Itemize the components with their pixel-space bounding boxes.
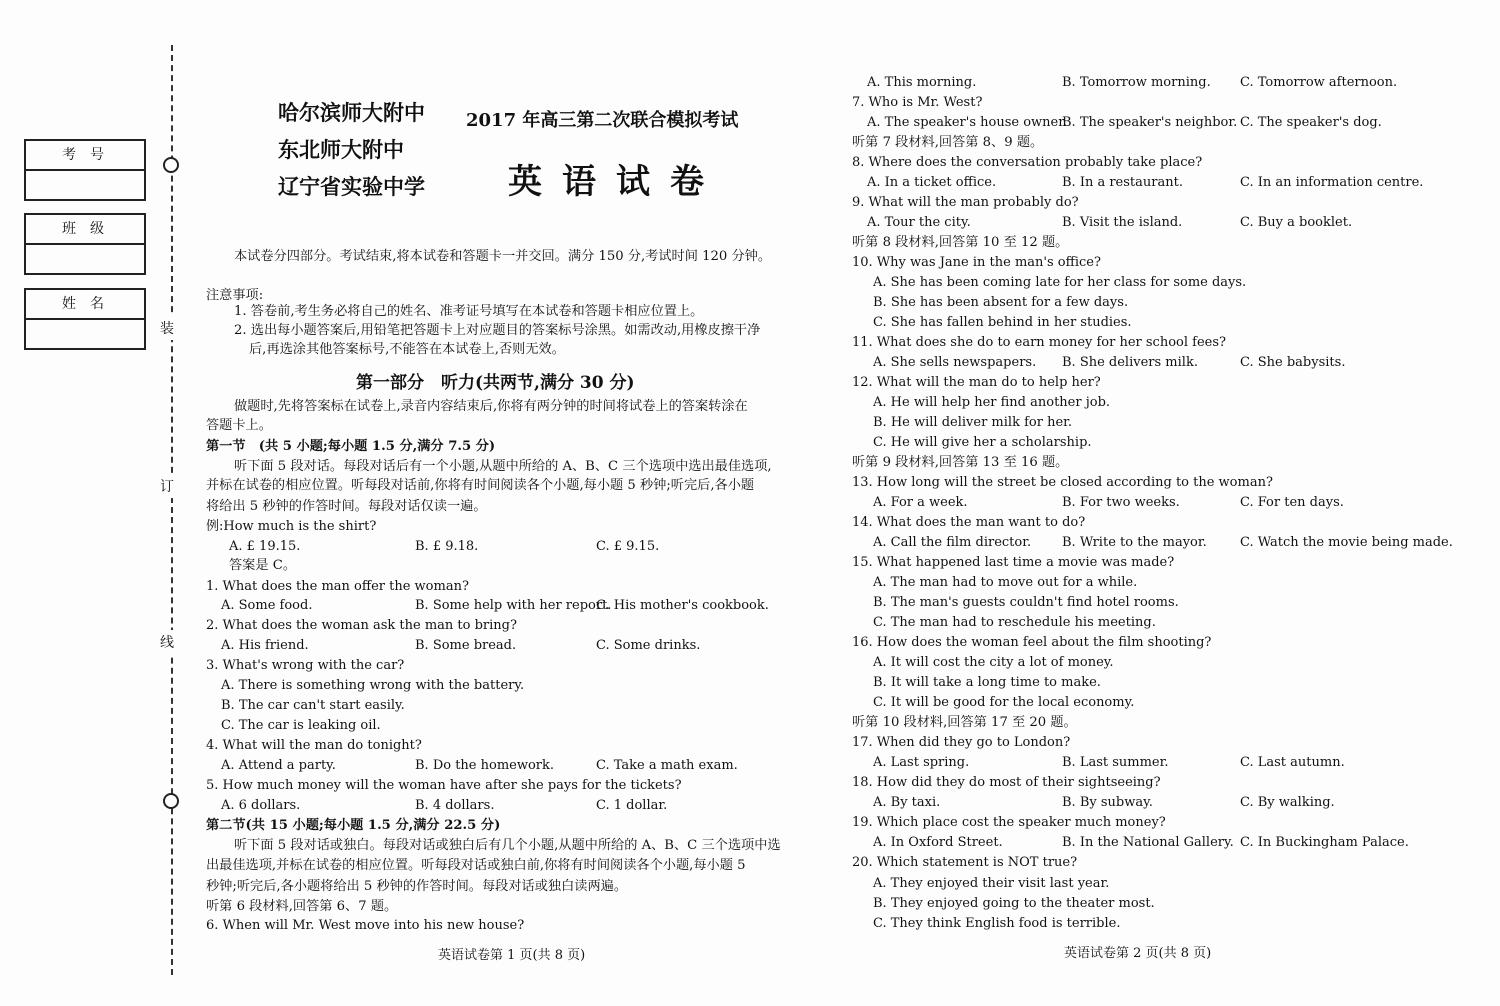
section2-instruction: 听下面 5 段对话或独白。每段对话或独白后有几个小题,从题中所给的 A、B、C 三个选项中选 [234, 838, 781, 853]
binding-char-ding: 订 [160, 474, 174, 498]
option: B. The car can't start easily. [221, 698, 405, 713]
option: C. Tomorrow afternoon. [1240, 75, 1398, 90]
option: A. He will help her find another job. [873, 395, 1111, 410]
binding-hole-icon [163, 793, 179, 809]
question: 8. Where does the conversation probably take place? [852, 155, 1203, 170]
option: B. Write to the mayor. [1062, 535, 1207, 550]
section1-instruction: 并标在试卷的相应位置。听每段对话前,你将有时间阅读各个小题,每小题 5 秒钟;听完后,各小题 [206, 478, 755, 493]
exam-title: 2017 年高三第二次联合模拟考试 [466, 110, 739, 131]
option: A. In Oxford Street. [873, 835, 1003, 850]
question: 10. Why was Jane in the man's office? [852, 255, 1101, 270]
material-heading: 听第 10 段材料,回答第 17 至 20 题。 [852, 715, 1077, 730]
option: A. In a ticket office. [867, 175, 997, 190]
section2-title: 第二节(共 15 小题;每小题 1.5 分,满分 22.5 分) [206, 818, 501, 833]
option: C. She babysits. [1240, 355, 1346, 370]
exam-number-box [24, 139, 146, 201]
option: B. Last summer. [1062, 755, 1169, 770]
option: B. In a restaurant. [1062, 175, 1183, 190]
page-footer-left: 英语试卷第 1 页(共 8 页) [438, 948, 586, 963]
binding-char-xian: 线 [160, 630, 174, 654]
question: 12. What will the man do to help her? [852, 375, 1101, 390]
question: 14. What does the man want to do? [852, 515, 1086, 530]
question: 3. What's wrong with the car? [206, 658, 405, 673]
binding-hole-icon [163, 157, 179, 173]
name-label: 姓名 [26, 290, 144, 320]
option: A. They enjoyed their visit last year. [873, 876, 1110, 891]
question: 4. What will the man do tonight? [206, 738, 422, 753]
option: A. £ 19.15. [229, 539, 301, 554]
material-heading: 听第 6 段材料,回答第 6、7 题。 [206, 899, 398, 914]
option: C. In Buckingham Palace. [1240, 835, 1409, 850]
part1-instruction: 答题卡上。 [206, 418, 272, 433]
material-heading: 听第 9 段材料,回答第 13 至 16 题。 [852, 455, 1069, 470]
material-heading: 听第 7 段材料,回答第 8、9 题。 [852, 135, 1044, 150]
option: B. £ 9.18. [415, 539, 479, 554]
option: A. It will cost the city a lot of money. [873, 655, 1114, 670]
option: C. His mother's cookbook. [596, 598, 769, 613]
part1-instruction: 做题时,先将答案标在试卷上,录音内容结束后,你将有两分钟的时间将试卷上的答案转涂在 [234, 399, 748, 414]
exam-number-label: 考号 [26, 141, 144, 171]
option: B. Tomorrow morning. [1062, 75, 1211, 90]
option: B. The speaker's neighbor. [1062, 115, 1238, 130]
option: C. Take a math exam. [596, 758, 738, 773]
option: C. The man had to reschedule his meeting. [873, 615, 1156, 630]
question: 5. How much money will the woman have after she pays for the tickets? [206, 778, 682, 793]
option: B. Some bread. [415, 638, 517, 653]
section2-instruction: 出最佳选项,并标在试卷的相应位置。听每段对话或独白前,你将有时间阅读各个小题,每小题 5 [206, 858, 746, 873]
option: B. 4 dollars. [415, 798, 495, 813]
option: A. For a week. [873, 495, 968, 510]
option: C. £ 9.15. [596, 539, 660, 554]
option: B. Visit the island. [1062, 215, 1183, 230]
option: B. For two weeks. [1062, 495, 1180, 510]
option: A. Tour the city. [867, 215, 971, 230]
section1-instruction: 将给出 5 秒钟的作答时间。每段对话仅读一遍。 [206, 499, 487, 514]
question: 11. What does she do to earn money for her school fees? [852, 335, 1226, 350]
option: C. Last autumn. [1240, 755, 1345, 770]
option: A. She sells newspapers. [873, 355, 1037, 370]
question: 6. When will Mr. West move into his new house? [206, 918, 525, 933]
option: A. Last spring. [873, 755, 970, 770]
question: 1. What does the man offer the woman? [206, 579, 469, 594]
option: A. Some food. [221, 598, 313, 613]
option: A. The man had to move out for a while. [873, 575, 1138, 590]
note-line: 1. 答卷前,考生务必将自己的姓名、准考证号填写在本试卷和答题卡相应位置上。 [234, 304, 704, 319]
section1-instruction: 听下面 5 段对话。每段对话后有一个小题,从题中所给的 A、B、C 三个选项中选出最佳选项, [234, 459, 772, 474]
option: B. They enjoyed going to the theater most. [873, 896, 1155, 911]
exam-number-field[interactable] [26, 171, 144, 199]
option: A. 6 dollars. [221, 798, 301, 813]
question: 7. Who is Mr. West? [852, 95, 983, 110]
example-question: 例:How much is the shirt? [206, 519, 377, 534]
name-field[interactable] [26, 320, 144, 348]
option: B. Do the homework. [415, 758, 555, 773]
question: 18. How did they do most of their sightseeing? [852, 775, 1161, 790]
page-footer-right: 英语试卷第 2 页(共 8 页) [1064, 946, 1212, 961]
option: A. This morning. [867, 75, 977, 90]
question: 13. How long will the street be closed according to the woman? [852, 475, 1273, 490]
option: A. There is something wrong with the battery. [221, 678, 525, 693]
option: C. Some drinks. [596, 638, 701, 653]
section2-instruction: 秒钟;听完后,各小题将给出 5 秒钟的作答时间。每段对话或独白读两遍。 [206, 879, 628, 894]
part1-title: 第一部分 听力(共两节,满分 30 分) [356, 373, 635, 393]
option: A. She has been coming late for her class for some days. [873, 275, 1247, 290]
material-heading: 听第 8 段材料,回答第 10 至 12 题。 [852, 235, 1069, 250]
school-name: 哈尔滨师大附中 [278, 100, 425, 125]
option: C. It will be good for the local economy. [873, 695, 1135, 710]
binding-dashed-line [171, 45, 173, 975]
option: A. His friend. [221, 638, 309, 653]
notes-title: 注意事项: [206, 288, 264, 303]
option: C. They think English food is terrible. [873, 916, 1121, 931]
option: B. He will deliver milk for her. [873, 415, 1073, 430]
note-line: 后,再选涂其他答案标号,不能答在本试卷上,否则无效。 [249, 342, 565, 357]
example-answer: 答案是 C。 [229, 558, 297, 573]
class-box [24, 213, 146, 275]
question: 19. Which place cost the speaker much money? [852, 815, 1166, 830]
question: 16. How does the woman feel about the film shooting? [852, 635, 1212, 650]
option: B. In the National Gallery. [1062, 835, 1234, 850]
option: C. She has fallen behind in her studies. [873, 315, 1132, 330]
option: B. The man's guests couldn't find hotel rooms. [873, 595, 1179, 610]
option: A. By taxi. [873, 795, 941, 810]
option: C. He will give her a scholarship. [873, 435, 1092, 450]
option: B. Some help with her report. [415, 598, 612, 613]
intro-text: 本试卷分四部分。考试结束,将本试卷和答题卡一并交回。满分 150 分,考试时间 120 分钟。 [234, 249, 772, 264]
question: 15. What happened last time a movie was made? [852, 555, 1175, 570]
class-label: 班级 [26, 215, 144, 245]
note-line: 2. 选出每小题答案后,用铅笔把答题卡上对应题目的答案标号涂黑。如需改动,用橡皮擦干净 [234, 323, 761, 338]
option: A. Call the film director. [873, 535, 1032, 550]
binding-char-zhuang: 装 [160, 316, 174, 340]
question: 20. Which statement is NOT true? [852, 855, 1078, 870]
option: C. The speaker's dog. [1240, 115, 1382, 130]
option: C. In an information centre. [1240, 175, 1424, 190]
name-box [24, 288, 146, 350]
option: C. By walking. [1240, 795, 1335, 810]
option: C. 1 dollar. [596, 798, 668, 813]
option: C. For ten days. [1240, 495, 1344, 510]
option: B. She delivers milk. [1062, 355, 1198, 370]
school-name: 辽宁省实验中学 [278, 174, 425, 199]
question: 2. What does the woman ask the man to bring? [206, 618, 517, 633]
question: 9. What will the man probably do? [852, 195, 1079, 210]
option: C. Buy a booklet. [1240, 215, 1353, 230]
school-names [278, 94, 425, 205]
class-field[interactable] [26, 245, 144, 273]
option: B. It will take a long time to make. [873, 675, 1101, 690]
section1-title: 第一节 (共 5 小题;每小题 1.5 分,满分 7.5 分) [206, 439, 496, 454]
option: A. Attend a party. [221, 758, 336, 773]
option: C. The car is leaking oil. [221, 718, 381, 733]
question: 17. When did they go to London? [852, 735, 1071, 750]
option: C. Watch the movie being made. [1240, 535, 1453, 550]
paper-title: 英语试卷 [508, 162, 724, 202]
option: A. The speaker's house owner. [867, 115, 1068, 130]
option: B. She has been absent for a few days. [873, 295, 1129, 310]
option: B. By subway. [1062, 795, 1153, 810]
school-name: 东北师大附中 [278, 137, 404, 162]
